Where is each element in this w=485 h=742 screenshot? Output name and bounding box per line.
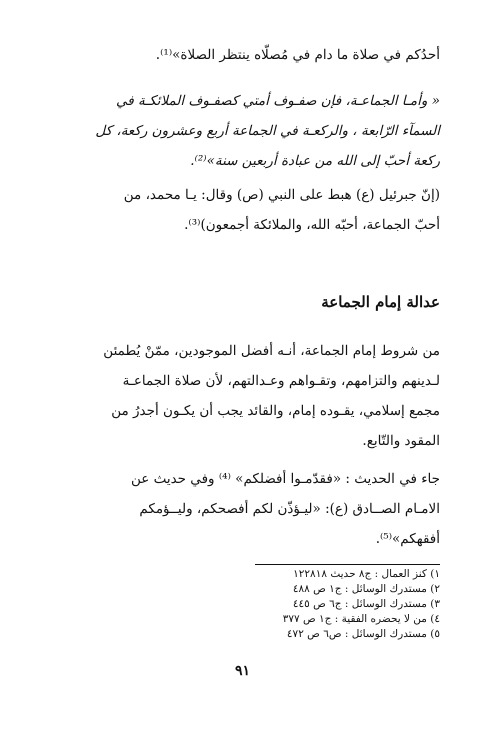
text-line: السمآء الرّابعة ، والركعـة في الجماعة أربع وعشرون ركعة، كل <box>95 123 440 139</box>
page-number: ٩١ <box>234 663 251 679</box>
text-line: مجمع إسلامي، يقـوده إمام، والقائد يجب أن يكـون أجدرُ من <box>111 403 440 419</box>
footnote: ٤) من لا يحضره الفقية : ج١ ص ٣٧٧ <box>282 613 440 625</box>
paragraph-3 <box>45 180 440 240</box>
paragraph-1 <box>57 40 440 70</box>
section-heading: عدالة إمام الجماعة <box>321 293 440 311</box>
text-line: أحدُكم في صلاة ما دام في مُصلّاه ينتظر الصلاة»⁽¹⁾. <box>155 47 440 63</box>
text-line: أفقهكم»⁽⁵⁾. <box>375 531 440 547</box>
footnote: ١) كنز العمال : ج٨ حديث ١٢٢٨١٨ <box>293 568 440 580</box>
paragraph-2-quote <box>45 86 440 176</box>
footnote-separator <box>255 564 440 565</box>
text-line: ركعة أحبّ إلى الله من عبادة أربعين سنة»⁽²⁾. <box>190 153 440 169</box>
text-line: أحبّ الجماعة، أحبّه الله، والملائكة أجمعون)⁽³⁾. <box>184 217 440 233</box>
paragraph-4 <box>45 336 440 456</box>
paragraph-5 <box>45 464 440 554</box>
text-line: الامـام الصــادق (ع): «ليـؤذّن لكم أفصحكم، وليــؤمكم <box>139 501 440 517</box>
footnote: ٣) مستدرك الوسائل : ج٦ ص ٤٤٥ <box>292 598 440 610</box>
footnote: ٥) مستدرك الوسائل : ص٦ ص ٤٧٢ <box>286 628 440 640</box>
text-line: المقود والتّابع. <box>362 433 440 449</box>
text-line: « وأمـا الجماعـة، فإن صفـوف أمتي كصفـوف الملائكـة في <box>116 93 440 109</box>
text-line: من شروط إمام الجماعة، أنـه أفضل الموجودين، ممّنْ يُطمئن <box>103 343 440 359</box>
text-line: جاء في الحديث : «فقدّمـوا أفضلكم» ⁽⁴⁾ وفي حديث عن <box>130 471 440 487</box>
footnote: ٢) مستدرك الوسائل : ج١ ص ٤٨٨ <box>292 583 440 595</box>
text-line: لـدينهم والتزامهم، وتقـواهم وعـدالتهم، لأن صلاة الجماعـة <box>122 373 440 389</box>
footnotes <box>200 567 440 642</box>
text-line: (إنّ جبرئيل (ع) هبط على النبي (ص) وقال: يـا محمد، من <box>123 187 440 203</box>
